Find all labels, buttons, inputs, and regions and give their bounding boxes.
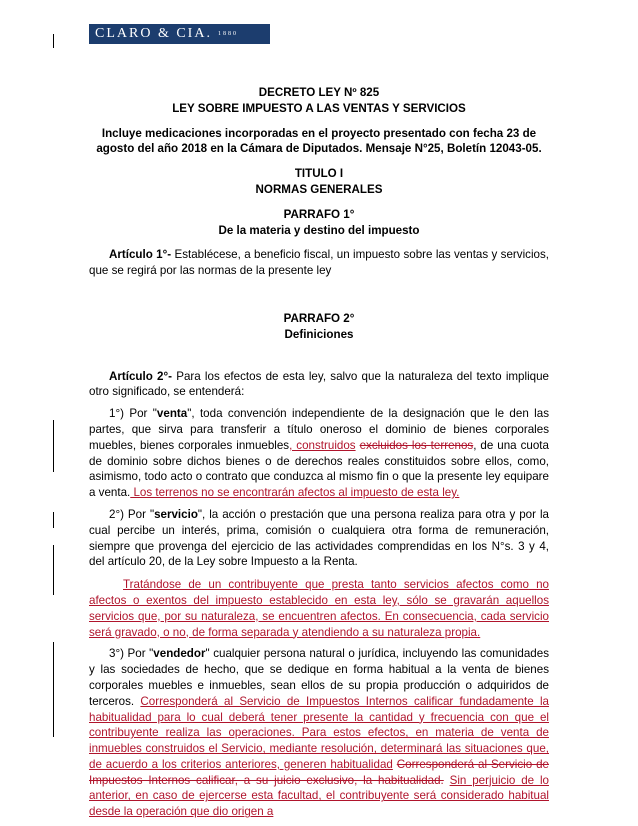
titulo-name: NORMAS GENERALES xyxy=(255,182,383,196)
definition-venta xyxy=(89,406,549,501)
article-1-heading: Artículo 1°- xyxy=(109,248,172,262)
text-run: 2°) Por " xyxy=(109,507,155,521)
parrafo1-label: PARRAFO 1° xyxy=(283,207,355,221)
logo-brand: CLARO & CIA. xyxy=(95,26,212,41)
revision-mark xyxy=(53,642,54,737)
logo-year: 1880 xyxy=(217,31,238,37)
company-logo xyxy=(89,24,270,44)
inserted-text: Tratándose de un contribuyente que presta tanto servicios afectos como no afectos o exentos del impuesto establecido en esta ley, sólo se gravarán aquellos servicios que, por su naturaleza, se encuentren afectos. En consecuencia, cada servicio será gravado, o no, de forma separada y atendiendo a su naturaleza propia. xyxy=(89,578,549,639)
definition-servicio xyxy=(89,507,549,570)
titulo-label: TITULO I xyxy=(294,167,344,181)
parrafo2-label: PARRAFO 2° xyxy=(283,311,355,325)
text-run: ", la acción o prestación que una persona realiza para otra y por la cual percibe un interés, prima, comisión o cualquiera otra forma de remuneración, siempre que provenga del ejercicio de las actividades comprendidas en los N°s. 3 y 4, del artículo 20, de la Ley sobre Impuesto a la Renta. xyxy=(89,507,550,569)
article-1-text: Establécese, a beneficio fiscal, un impuesto sobre las ventas y servicios, que se regirá por las normas de la presente ley xyxy=(89,248,549,278)
article-2-heading: Artículo 2°- xyxy=(109,369,172,383)
article-1 xyxy=(89,247,549,279)
modifications-note: Incluye medicaciones incorporadas en el proyecto presentado con fecha 23 de agosto del año 2018 en la Cámara de Diputados. Mensaje N°25, Boletín 12043-05. xyxy=(96,126,542,156)
article-2-text: Para los efectos de esta ley, salvo que la naturaleza del texto implique otro significado, se entenderá: xyxy=(89,369,549,399)
revision-mark xyxy=(53,512,54,528)
revision-mark xyxy=(53,420,54,472)
text-run: 3°) Por " xyxy=(109,647,154,661)
document-body xyxy=(89,85,549,820)
inserted-text: , construidos xyxy=(289,438,356,452)
inserted-text: Sin perjuicio de lo anterior, en caso de ejercerse esta facultad, el contribuyente será considerado habitual desde la operación que dio origen a xyxy=(89,773,549,819)
parrafo2-name: Definiciones xyxy=(284,327,354,341)
revision-mark xyxy=(53,34,54,48)
defined-term: servicio xyxy=(154,507,198,521)
text-run: 1°) Por " xyxy=(109,407,157,421)
decree-title: DECRETO LEY Nº 825 xyxy=(258,86,380,99)
inserted-paragraph xyxy=(89,577,549,640)
inserted-text: Corresponderá al Servicio de Impuestos Internos calificar fundadamente la habitualidad para lo cual deberá tener presente la cantidad y frecuencia con que el contribuyente realiza las operaciones. Para estos efectos, en materia de venta de inmuebles construidos el Servicio, mediante resolución, determinará las situaciones que, de acuerdo a los criterios anteriores, generen habitualidad xyxy=(89,694,549,771)
deleted-text: excluidos los terrenos xyxy=(359,438,474,452)
text-run: " cualquier persona natural o jurídica, incluyendo las comunidades y las sociedades de hecho, que se dedique en forma habitual a la venta de bienes corporales muebles e inmuebles, sean ellos de su propia producción o adquiridos de terceros. xyxy=(89,647,549,708)
defined-term: vendedor xyxy=(153,647,206,661)
law-title: LEY SOBRE IMPUESTO A LAS VENTAS Y SERVICIOS xyxy=(172,101,466,115)
defined-term: venta xyxy=(156,407,188,421)
article-2 xyxy=(89,369,549,401)
parrafo1-name: De la materia y destino del impuesto xyxy=(218,223,420,237)
deleted-text: Corresponderá al Servicio de Impuestos Internos calificar, a su juicio exclusivo, la habitualidad. xyxy=(89,757,549,787)
revision-mark xyxy=(53,545,54,595)
text-run: ", toda convención independiente de la designación que le den las partes, que sirva para transferir a título oneroso el dominio de bienes corporales muebles, bienes corporales inmuebles xyxy=(89,407,550,452)
definition-vendedor xyxy=(89,646,549,820)
text-run: , de una cuota de dominio sobre dichos bienes o de derechos reales constituidos sobre ellos, como, asimismo, todo acto o contrato que conduzca al mismo fin o que la presente ley equipare a venta. xyxy=(89,438,549,500)
inserted-text: Los terrenos no se encontrarán afectos al impuesto de esta ley. xyxy=(130,486,460,500)
